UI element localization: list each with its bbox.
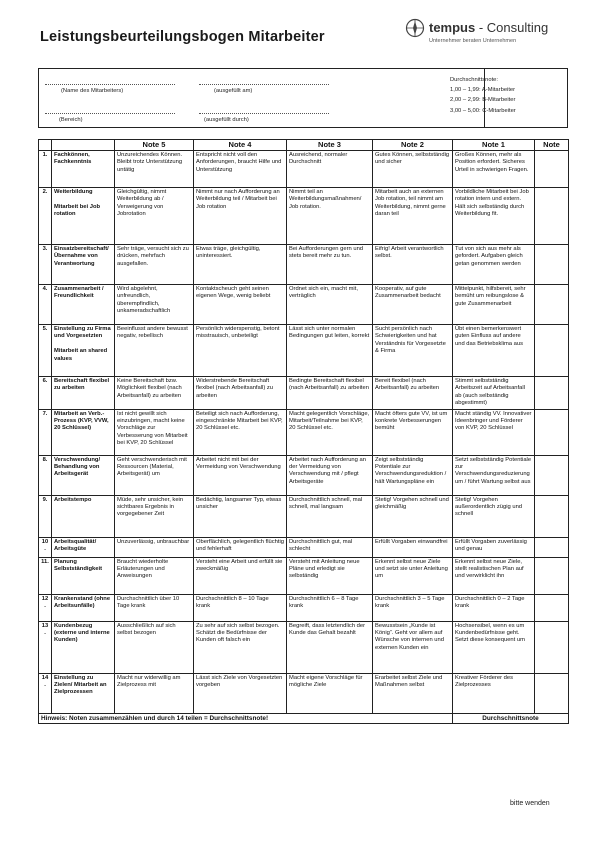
- criterion-cell: [52, 377, 115, 410]
- table-row: [39, 409, 569, 455]
- note-3-cell: [287, 673, 373, 713]
- note-1-cell-text: Erkennt selbst neue Ziele, stellt realistischen Plan auf und verwirklicht ihn: [455, 558, 524, 580]
- note-3-cell: [287, 455, 373, 495]
- score-input-cell[interactable]: [535, 537, 569, 557]
- note-5-cell-text: Ausschließlich auf sich selbst bezogen: [117, 622, 176, 637]
- note-1-cell: [453, 621, 535, 673]
- note-5-cell-text: Beeinflusst andere bewusst negativ, rebellisch: [117, 326, 188, 340]
- criterion-cell: [52, 188, 115, 245]
- note-3-cell-text: Macht eigene Vorschläge für mögliche Ziele: [289, 674, 363, 689]
- evaluation-table: [38, 139, 569, 724]
- row-number: [39, 537, 52, 557]
- note-4-cell: [194, 495, 287, 537]
- score-input-cell[interactable]: [535, 557, 569, 594]
- note-4-cell: [194, 285, 287, 325]
- score-input-cell[interactable]: [535, 151, 569, 188]
- note-3-cell-text: Durchschnittlich 6 – 8 Tage krank: [289, 595, 359, 610]
- name-line[interactable]: [45, 84, 175, 85]
- score-input-cell[interactable]: [535, 377, 569, 410]
- criterion-cell-text: Verschwendung/ Behandlung von Arbeitsgerät: [54, 456, 101, 478]
- logo-name: tempus - Consulting: [429, 20, 549, 35]
- note-3-cell-text: Arbeitet nach Aufforderung an der Vermeidung von Verschwendung mit / pflegt Arbeitsgeräte: [289, 456, 366, 485]
- note-3-cell-text: Versteht mit Anleitung neue Pläne und erledigt sie selbständig: [289, 558, 360, 580]
- row-number-text: 11.: [41, 558, 49, 565]
- note-1-cell: [453, 285, 535, 325]
- row-number: [39, 188, 52, 245]
- note-3-cell: [287, 188, 373, 245]
- note-2-cell: [373, 621, 453, 673]
- note-4-cell-text: Nimmt nur nach Aufforderung an Weiterbildung teil / Mitarbeit bei Job rotation: [196, 189, 280, 210]
- note-4-cell-text: Persönlich widerspenstig, betont misstrauisch, unbeteiligt: [196, 326, 280, 340]
- table-row: [39, 151, 569, 188]
- note-2-cell-text: Durchschnittlich 3 – 5 Tage krank: [375, 595, 445, 610]
- criterion-cell-text: Weiterbildung Mitarbeit bei Job rotation: [54, 189, 101, 218]
- date-label: (ausgefüllt am): [214, 88, 253, 94]
- note-1-cell-text: Vorbildliche Mitarbeit bei Job rotation intern und extern. Hält sich selbständig durch Weiterbildung fit.: [455, 189, 529, 218]
- score-input-cell[interactable]: [535, 495, 569, 537]
- criterion-cell: [52, 285, 115, 325]
- by-label: (ausgefüllt durch): [204, 117, 249, 123]
- row-number: [39, 455, 52, 495]
- row-number-text: 13.: [41, 622, 49, 637]
- note-5-cell: [115, 285, 194, 325]
- scale-level-a: 1,00 – 1,99: A-Mitarbeiter: [450, 87, 516, 93]
- note-5-cell: [115, 325, 194, 377]
- row-number: [39, 495, 52, 537]
- table-row: [39, 594, 569, 621]
- note-5-cell-text: Wird abgelehnt, unfreundlich, überempfindlich, unkameradschaftlich: [117, 286, 171, 315]
- note-1-cell-text: Großes Können, mehr als Position erfordert. Sicheres Urteil in schwierigen Fragen.: [455, 152, 529, 173]
- row-number: [39, 245, 52, 285]
- note-1-cell: [453, 325, 535, 377]
- scale-level-b: 2,00 – 2,99: B-Mitarbeiter: [450, 97, 516, 103]
- score-input-cell[interactable]: [535, 325, 569, 377]
- criterion-cell-text: Mitarbeit an Verb.-Prozess (KVP, VVW, 20 Schlüssel): [54, 410, 109, 432]
- table-header-row: [39, 140, 569, 151]
- area-label: (Bereich): [59, 117, 83, 123]
- criterion-cell: [52, 557, 115, 594]
- row-number: [39, 285, 52, 325]
- row-number-text: 2.: [42, 189, 48, 195]
- note-5-cell: [115, 594, 194, 621]
- note-3-cell-text: Lässt sich unter normalen Bedingungen gut leiten, korrekt: [289, 326, 370, 340]
- note-5-cell: [115, 151, 194, 188]
- note-2-cell-text: Sucht persönlich nach Schwierigkeiten und hat Verständnis für Vorgesetzte & Firma: [375, 326, 446, 355]
- note-1-cell: [453, 409, 535, 455]
- row-number: [39, 377, 52, 410]
- note-1-cell: [453, 594, 535, 621]
- note-4-cell: [194, 151, 287, 188]
- criterion-cell: [52, 495, 115, 537]
- note-5-cell: [115, 495, 194, 537]
- date-line[interactable]: [199, 84, 329, 85]
- row-number: [39, 673, 52, 713]
- row-number: [39, 409, 52, 455]
- note-2-cell: [373, 409, 453, 455]
- criterion-cell-text: Fachkönnen, Fachkenntnis: [54, 152, 92, 166]
- note-2-cell: [373, 673, 453, 713]
- row-number-text: 14.: [41, 674, 49, 689]
- row-number: [39, 325, 52, 377]
- note-2-cell-text: Erfüllt Vorgaben einwandfrei: [375, 538, 448, 545]
- table-row: [39, 325, 569, 377]
- note-2-cell-text: Erkennt selbst neue Ziele und setzt sie unter Anleitung um: [375, 558, 448, 580]
- table-row: [39, 537, 569, 557]
- score-input-cell[interactable]: [535, 594, 569, 621]
- table-row: [39, 455, 569, 495]
- note-2-cell: [373, 377, 453, 410]
- note-4-cell-text: Bedächtig, langsamer Typ, etwas unsicher: [196, 496, 282, 511]
- note-1-cell-text: Hochsensibel, wenn es um Kundenbedürfnisse geht. Setzt diese konsequent um: [455, 622, 525, 644]
- note-3-cell-text: Bei Aufforderungen gern und stets bereit mehr zu tun.: [289, 246, 364, 260]
- header-form: [38, 68, 568, 128]
- note-1-cell-text: Tut von sich aus mehr als gefordert. Aufgaben gleich getan genommen werden: [455, 246, 523, 267]
- note-5-cell-text: Unzureichendes Können. Bleibt trotz Unterstützung untätig: [117, 152, 183, 173]
- note-3-cell: [287, 537, 373, 557]
- table-row: [39, 377, 569, 410]
- criterion-cell-text: Einstellung zu Zielen/ Mitarbeit an Zielprozessen: [54, 674, 107, 696]
- criterion-cell-text: Krankenstand (ohne Arbeitsunfälle): [54, 595, 111, 610]
- note-5-cell-text: Keine Bereitschaft bzw. Möglichkeit flexibel (nach Arbeitsanfall) zu arbeiten: [117, 378, 182, 399]
- note-1-cell: [453, 557, 535, 594]
- note-5-cell: [115, 188, 194, 245]
- note-2-cell: [373, 285, 453, 325]
- note-3-cell-text: Ordnet sich ein, macht mit, verträglich: [289, 286, 358, 300]
- note-5-cell: [115, 621, 194, 673]
- note-5-cell-text: Gleichgültig, nimmt Weiterbildung ab / Verweigerung von Jobrotation: [117, 189, 167, 218]
- note-1-cell-text: Erfüllt Vorgaben zuverlässig und genau: [455, 538, 527, 553]
- note-2-cell-text: Zeigt selbstständig Potentiale zur Verschwendungsreduktion / hält Wartungspläne ein: [375, 456, 447, 485]
- note-4-cell-text: Arbeitet nicht mit bei der Vermeidung von Verschwendung: [196, 456, 281, 471]
- note-1-cell: [453, 455, 535, 495]
- logo-tagline: Unternehmer beraten Unternehmen: [429, 38, 517, 44]
- note-1-cell-text: Stetig! Vorgehen außerordentlich zügig und schnell: [455, 496, 523, 518]
- criterion-cell-text: Bereitschaft flexibel zu arbeiten: [54, 378, 110, 392]
- table-row: [39, 188, 569, 245]
- score-input-cell[interactable]: [535, 245, 569, 285]
- row-number: [39, 594, 52, 621]
- note-5-cell-text: Sehr träge, versucht sich zu drücken, mehrfach ausgefallen.: [117, 246, 189, 267]
- score-input-cell[interactable]: [535, 673, 569, 713]
- note-2-cell-text: Mitarbeit auch an externen Job rotation, teil nimmt am Weiterbildung, nimmt gerne daran teil: [375, 189, 446, 218]
- note-3-cell: [287, 594, 373, 621]
- note-3-cell-text: Nimmt teil an Weiterbildungsmaßnahmen/ Job rotation.: [289, 189, 362, 210]
- table-row: [39, 245, 569, 285]
- note-2-cell: [373, 325, 453, 377]
- name-label: (Name des Mitarbeiters): [61, 88, 124, 94]
- note-2-cell: [373, 495, 453, 537]
- criterion-cell: [52, 537, 115, 557]
- row-number: [39, 621, 52, 673]
- table-row: [39, 285, 569, 325]
- note-1-cell-text: Stimmt selbstständig Arbeitszeit auf Arbeitsanfall ab (auch selbständig abgestimmt): [455, 378, 525, 407]
- note-3-cell: [287, 557, 373, 594]
- row-number: [39, 557, 52, 594]
- score-input-cell[interactable]: [535, 455, 569, 495]
- criterion-cell-text: Einsatzbereitschaft/Übernahme von Verantwortung: [54, 246, 109, 267]
- criterion-cell-text: Arbeitsqualität/ Arbeitsgüte: [54, 538, 97, 553]
- row-number-text: 7.: [42, 410, 48, 417]
- note-2-cell-text: Eifrig! Arbeit verantwortlich selbst.: [375, 246, 444, 260]
- note-4-cell: [194, 455, 287, 495]
- table-row: [39, 673, 569, 713]
- note-1-cell: [453, 673, 535, 713]
- note-2-cell-text: Erarbeitet selbst Ziele und Maßnahmen selbst: [375, 674, 443, 689]
- note-1-cell-text: Macht ständig VV. Innovativer Ideenbringer und Förderer von KVP, 20 Schlüssel: [455, 410, 532, 432]
- row-number: [39, 151, 52, 188]
- note-2-cell-text: Bereit flexibel (nach Arbeitsanfall) zu arbeiten: [375, 378, 440, 392]
- note-2-cell: [373, 245, 453, 285]
- footer-average-label: Durchschnittsnote: [453, 713, 569, 723]
- header-note-1: Note 1: [453, 140, 535, 151]
- header-note-5: Note 5: [115, 140, 194, 151]
- note-2-cell-text: Stetig! Vorgehen schnell und gleichmäßig: [375, 496, 449, 511]
- scale-level-c: 3,00 – 5,00: C-Mitarbeiter: [450, 108, 516, 114]
- note-4-cell: [194, 673, 287, 713]
- turn-over-note: bitte wenden: [510, 800, 550, 807]
- note-1-cell: [453, 495, 535, 537]
- note-4-cell-text: Durchschnittlich 8 – 10 Tage krank: [196, 595, 269, 610]
- note-2-cell: [373, 537, 453, 557]
- note-5-cell: [115, 377, 194, 410]
- note-4-cell: [194, 594, 287, 621]
- note-3-cell-text: Durchschnittlich gut, mal schlecht: [289, 538, 353, 553]
- note-4-cell: [194, 409, 287, 455]
- note-5-cell: [115, 409, 194, 455]
- criterion-cell-text: Planung Selbstständigkeit: [54, 558, 102, 573]
- note-5-cell: [115, 455, 194, 495]
- row-number-text: 9.: [42, 496, 48, 503]
- note-3-cell: [287, 325, 373, 377]
- note-5-cell-text: Durchschnittlich über 10 Tage krank: [117, 595, 180, 610]
- table-row: [39, 557, 569, 594]
- row-number-text: 5.: [42, 326, 48, 332]
- company-logo: [405, 16, 580, 54]
- criterion-cell: [52, 594, 115, 621]
- note-3-cell: [287, 377, 373, 410]
- note-3-cell: [287, 495, 373, 537]
- score-input-cell[interactable]: [535, 621, 569, 673]
- score-input-cell[interactable]: [535, 188, 569, 245]
- note-5-cell-text: Unzuverlässig, unbrauchbar: [117, 538, 190, 545]
- row-number-text: 4.: [42, 286, 48, 292]
- criterion-cell: [52, 673, 115, 713]
- note-4-cell: [194, 621, 287, 673]
- note-4-cell: [194, 537, 287, 557]
- note-4-cell-text: Versteht eine Arbeit und erfüllt sie zweckmäßig: [196, 558, 283, 573]
- note-3-cell: [287, 285, 373, 325]
- criterion-cell: [52, 245, 115, 285]
- note-1-cell-text: Übt einen bemerkenswert guten Einfluss auf andere und das Betriebsklima aus: [455, 326, 523, 347]
- note-1-cell-text: Setzt selbstständig Potentiale zur Verschwendungsreduzierung um / führt Wartung selbst aus: [455, 456, 532, 485]
- note-5-cell-text: Geht verschwenderisch mit Ressourcen (Material, Arbeitsgerät) um: [117, 456, 187, 478]
- note-3-cell-text: Bedingte Bereitschaft flexibel (nach Arbeitsanfall) zu arbeiten: [289, 378, 369, 392]
- note-5-cell: [115, 245, 194, 285]
- note-1-cell: [453, 151, 535, 188]
- note-1-cell: [453, 377, 535, 410]
- header-note-2: Note 2: [373, 140, 453, 151]
- header-note-3: Note 3: [287, 140, 373, 151]
- note-2-cell: [373, 151, 453, 188]
- note-4-cell: [194, 325, 287, 377]
- note-2-cell-text: Bewusstsein „Kunde ist König“. Geht vor allem auf Wünsche von internen und externen Kunden ein: [375, 622, 444, 651]
- note-3-cell-text: Ausreichend, normaler Durchschnitt: [289, 152, 348, 166]
- note-1-cell-text: Durchschnittlich 0 – 2 Tage krank: [455, 595, 525, 610]
- criterion-cell: [52, 409, 115, 455]
- compass-icon: [405, 18, 425, 38]
- note-4-cell-text: Zu sehr auf sich selbst bezogen. Schätzt die Bedürfnisse der Kunden oft falsch ein: [196, 622, 280, 644]
- note-1-cell: [453, 537, 535, 557]
- note-5-cell-text: Braucht wiederholte Erläuterungen und Anweisungen: [117, 558, 169, 580]
- note-4-cell-text: Beteiligt sich nach Aufforderung, eingeschränkte Mitarbeit bei KVP, 20 Schlüssel etc.: [196, 410, 283, 432]
- note-2-cell: [373, 455, 453, 495]
- note-2-cell: [373, 594, 453, 621]
- note-4-cell-text: Etwas träge, gleichgültig, uninteressiert.: [196, 246, 261, 260]
- note-5-cell-text: Müde, sehr unsicher, kein sichtbares Ergebnis in vorgegebener Zeit: [117, 496, 184, 518]
- note-4-cell-text: Widerstrebende Bereitschaft flexibel (nach Arbeitsanfall) zu arbeiten: [196, 378, 274, 399]
- note-4-cell: [194, 557, 287, 594]
- note-4-cell-text: Lässt sich Ziele von Vorgesetzten vorgeben: [196, 674, 283, 689]
- note-3-cell: [287, 245, 373, 285]
- note-5-cell: [115, 537, 194, 557]
- note-1-cell-text: Kreativer Förderer des Zielprozesses: [455, 674, 513, 689]
- note-3-cell-text: Macht gelegentlich Vorschläge, Mitarbeit/Teilnahme bei KVP, 20 Schlüssel etc.: [289, 410, 370, 432]
- note-4-cell: [194, 245, 287, 285]
- criterion-cell-text: Zusammenarbeit / Freundlichkeit: [54, 286, 104, 300]
- row-number-text: 3.: [42, 246, 48, 252]
- note-3-cell: [287, 621, 373, 673]
- criterion-cell: [52, 325, 115, 377]
- row-number-text: 12.: [41, 595, 49, 610]
- note-4-cell: [194, 377, 287, 410]
- area-line[interactable]: [45, 113, 175, 114]
- note-5-cell-text: Ist nicht gewillt sich einzubringen, macht keine Vorschläge zur Verbesserung von Mitarbeit bei KVP, 20 Schlüssel: [117, 410, 188, 447]
- row-number-text: 6.: [42, 378, 48, 384]
- note-2-cell-text: Macht öfters gute VV, ist um konkrete Verbesserungen bemüht: [375, 410, 448, 432]
- table-row: [39, 495, 569, 537]
- row-number-text: 8.: [42, 456, 48, 463]
- note-5-cell: [115, 557, 194, 594]
- note-4-cell: [194, 188, 287, 245]
- score-input-cell[interactable]: [535, 409, 569, 455]
- score-input-cell[interactable]: [535, 285, 569, 325]
- footer-note: Hinweis: Noten zusammenzählen und durch 14 teilen = Durchschnittsnote!: [39, 713, 453, 723]
- note-2-cell-text: Kooperativ, auf gute Zusammenarbeit bedacht: [375, 286, 441, 300]
- note-5-cell-text: Macht nur widerwillig am Zielprozess mit: [117, 674, 181, 689]
- header-criterion: [52, 140, 115, 151]
- note-3-cell-text: Begreift, dass letztendlich der Kunde das Gehalt bezahlt: [289, 622, 366, 637]
- note-4-cell-text: Entspricht nicht voll den Anforderungen, braucht Hilfe und Unterstützung: [196, 152, 282, 173]
- note-3-cell: [287, 409, 373, 455]
- note-3-cell: [287, 151, 373, 188]
- table-row: [39, 621, 569, 673]
- header-num: [39, 140, 52, 151]
- by-line[interactable]: [199, 113, 329, 114]
- criterion-cell-text: Arbeitstempo: [54, 496, 92, 503]
- note-4-cell-text: Kontaktscheuch geht seinen eigenen Wege, wenig beliebt: [196, 286, 271, 300]
- scale-heading: Durchschnittsnote:: [450, 77, 499, 83]
- table-footer-row: [39, 713, 569, 723]
- criterion-cell: [52, 621, 115, 673]
- header-note: Note: [535, 140, 569, 151]
- note-2-cell: [373, 188, 453, 245]
- document-title: Leistungsbeurteilungsbogen Mitarbeiter: [40, 29, 325, 45]
- note-5-cell: [115, 673, 194, 713]
- note-1-cell: [453, 245, 535, 285]
- note-2-cell: [373, 557, 453, 594]
- note-1-cell: [453, 188, 535, 245]
- criterion-cell-text: Kundenbezug (externe und interne Kunden): [54, 622, 110, 644]
- note-3-cell-text: Durchschnittlich schnell, mal schnell, mal langsam: [289, 496, 363, 511]
- criterion-cell-text: Einstellung zu Firma und Vorgesetzten Mitarbeit an shared values: [54, 326, 111, 362]
- note-4-cell-text: Oberflächlich, gelegentlich flüchtig und fehlerhaft: [196, 538, 284, 553]
- header-note-4: Note 4: [194, 140, 287, 151]
- row-number-text: 1.: [42, 152, 48, 158]
- criterion-cell: [52, 151, 115, 188]
- criterion-cell: [52, 455, 115, 495]
- note-1-cell-text: Mittelpunkt, hilfsbereit, sehr bemüht um reibungslose & gute Zusammenarbeit: [455, 286, 526, 307]
- row-number-text: 10.: [41, 538, 49, 553]
- note-2-cell-text: Gutes Können, selbstständig und sicher: [375, 152, 450, 166]
